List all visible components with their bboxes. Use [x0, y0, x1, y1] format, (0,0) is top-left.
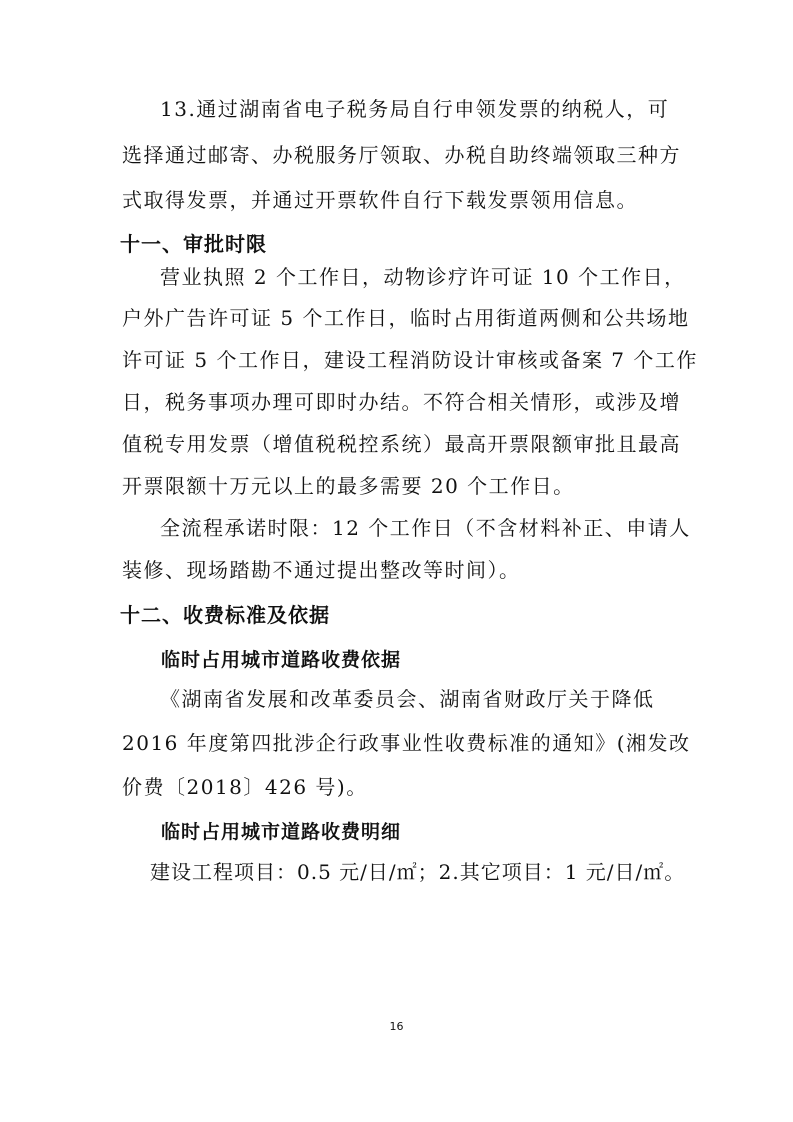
fee-basis-line-2: 2016 年度第四批涉企行政事业性收费标准的通知》(湘发改	[122, 731, 691, 755]
fee-detail-subheading: 临时占用城市道路收费明细	[161, 821, 402, 843]
section-12-heading: 十二、收费标准及依据	[120, 603, 330, 627]
section11-p1-line-2: 户外广告许可证 5 个工作日，临时占用街道两侧和公共场地	[122, 306, 690, 330]
fee-basis-subheading: 临时占用城市道路收费依据	[161, 649, 402, 671]
fee-detail-line: 建设工程项目：0.5 元/日/㎡；2.其它项目：1 元/日/㎡。	[150, 860, 686, 884]
fee-basis-line-3: 价费〔2018〕426 号)。	[122, 775, 368, 799]
section11-p2-line-1: 全流程承诺时限：12 个工作日（不含材料补正、申请人	[160, 516, 691, 540]
section11-p1-line-1: 营业执照 2 个工作日，动物诊疗许可证 10 个工作日，	[160, 265, 686, 289]
page-number: 16	[389, 1020, 404, 1033]
para13-line-1: 13.通过湖南省电子税务局自行申领发票的纳税人，可	[160, 97, 670, 121]
section11-p1-line-5: 值税专用发票（增值税税控系统）最高开票限额审批且最高	[122, 432, 681, 456]
para13-line-2: 选择通过邮寄、办税服务厅领取、办税自助终端领取三种方	[122, 143, 681, 167]
section11-p2-line-2: 装修、现场踏勘不通过提出整改等时间）。	[122, 558, 521, 582]
section-11-heading: 十一、审批时限	[120, 232, 267, 256]
section11-p1-line-4: 日，税务事项办理可即时办结。不符合相关情形，或涉及增	[122, 390, 681, 414]
section11-p1-line-6: 开票限额十万元以上的最多需要 20 个工作日。	[122, 474, 575, 498]
section11-p1-line-3: 许可证 5 个工作日，建设工程消防设计审核或备案 7 个工作	[122, 348, 698, 372]
fee-basis-line-1: 《湖南省发展和改革委员会、湖南省财政厅关于降低	[160, 687, 655, 711]
para13-line-3: 式取得发票，并通过开票软件自行下载发票领用信息。	[122, 188, 638, 212]
